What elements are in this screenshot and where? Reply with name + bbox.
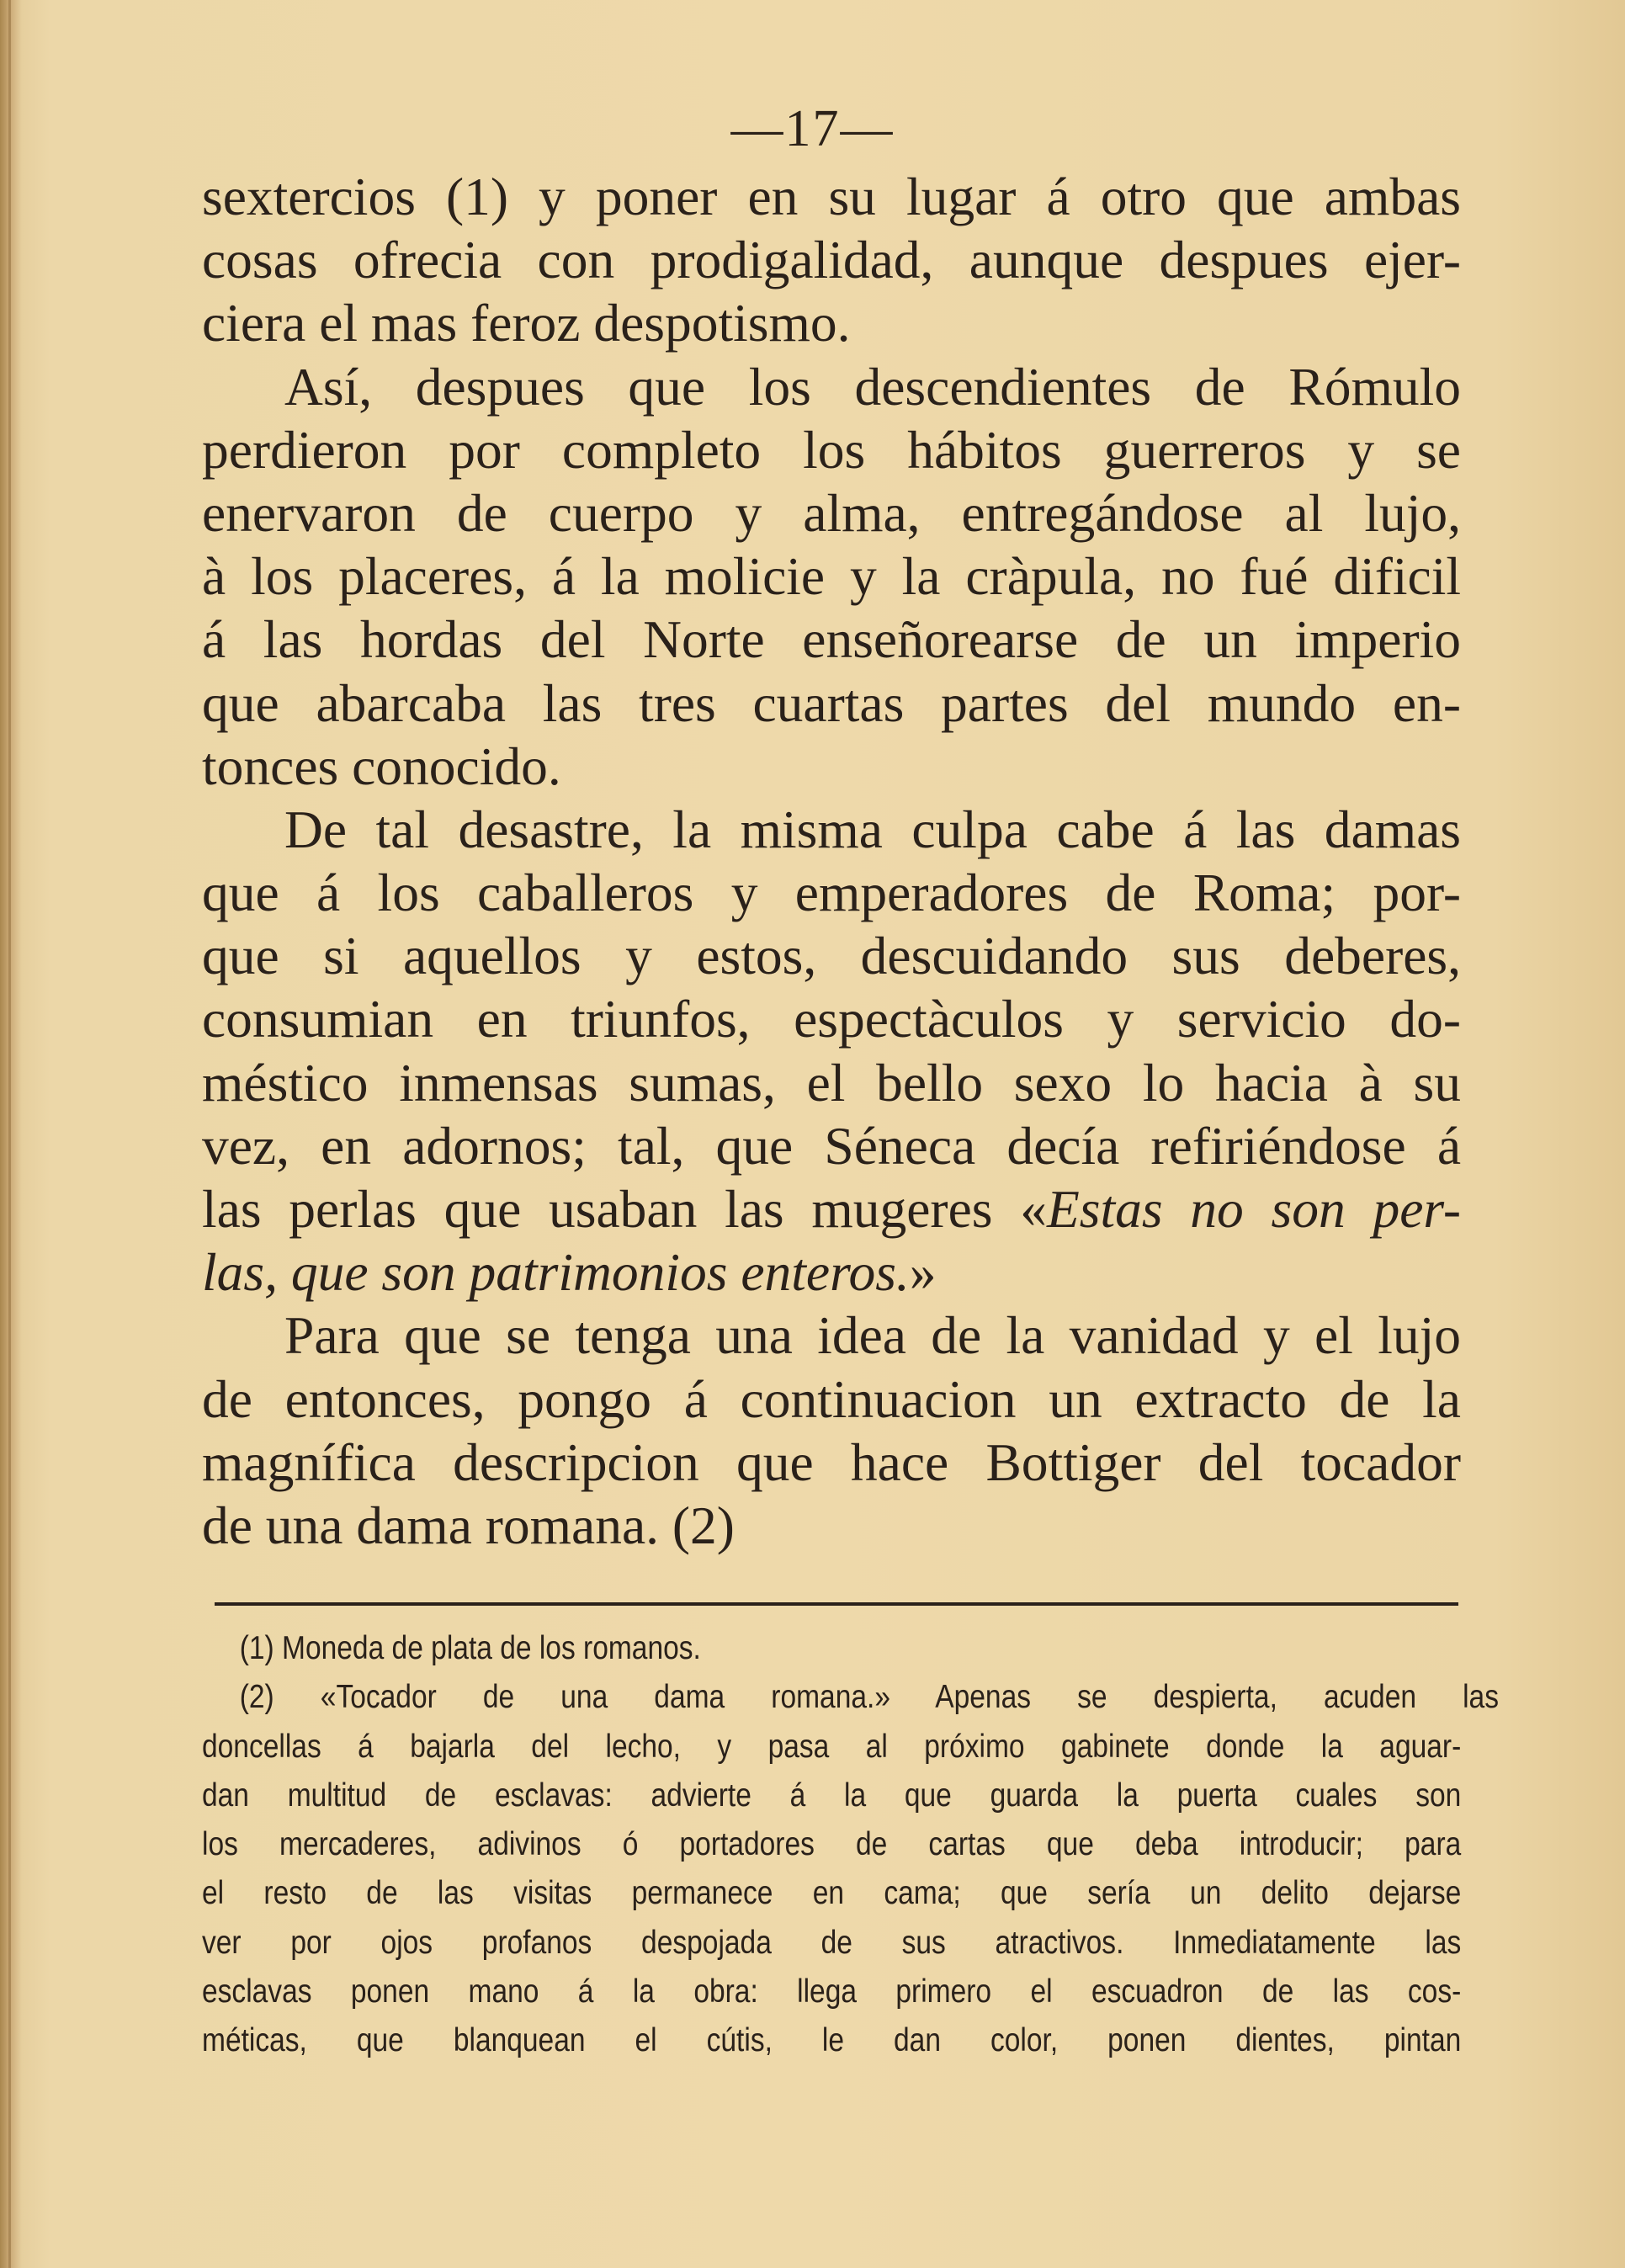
text-line: De tal desastre, la misma culpa cabe á las damas: [284, 799, 1461, 859]
text-line: de entonces, pongo á continuacion un extracto de la: [202, 1368, 1461, 1429]
italic-quote: las, que son patrimonios enteros.: [202, 1242, 910, 1303]
text-line: tonces conocido.: [202, 736, 561, 796]
footnote-line: dan multitud de esclavas: advierte á la que guarda la puerta cuales son: [202, 1777, 1462, 1814]
italic-quote: Estas no son per-: [1046, 1179, 1461, 1239]
page-number: —17—: [730, 100, 895, 157]
text-line: consumian en triunfos, espectàculos y servicio do-: [202, 989, 1461, 1049]
footnote-line: méticas, que blanquean el cútis, le dan color, ponen dientes, pintan: [202, 2022, 1462, 2059]
text-line-italic: [202, 1240, 1461, 1304]
footnote-line: esclavas ponen mano á la obra: llega primero el escuadron de las cos-: [202, 1973, 1462, 2010]
footnote-line: el resto de las visitas permanece en cama; que sería un delito dejarse: [202, 1875, 1462, 1912]
footnotes: [202, 1624, 1499, 2066]
closing-quote: »: [909, 1242, 937, 1303]
text-line: sextercios (1) y poner en su lugar á otro que ambas: [202, 167, 1461, 226]
text-line: que si aquellos y estos, descuidando sus deberes,: [202, 926, 1461, 986]
text-line-with-italic: [202, 1177, 1461, 1240]
text-line: Para que se tenga una idea de la vanidad y el lujo: [284, 1305, 1461, 1366]
page-binding-edge: [8, 0, 11, 2268]
text-line: á las hordas del Norte enseñorearse de un imperio: [202, 609, 1461, 670]
footnote-line: ver por ojos profanos despojada de sus atractivos. Inmediatamente las: [202, 1924, 1462, 1961]
body-text: [202, 165, 1461, 1557]
text-line: magnífica descripcion que hace Bottiger del tocador: [202, 1431, 1461, 1492]
text-line: vez, en adornos; tal, que Séneca decía refiriéndose á: [202, 1115, 1461, 1176]
text-line: Así, despues que los descendientes de Rómulo: [284, 356, 1461, 417]
footnote-line: (1) Moneda de plata de los romanos.: [239, 1630, 701, 1666]
text-segment: las perlas que usaban las mugeres «: [202, 1179, 1047, 1239]
text-line: perdieron por completo los hábitos guerreros y se: [202, 419, 1461, 480]
text-line: que abarcaba las tres cuartas partes del mundo en-: [202, 672, 1461, 733]
text-line: ciera el mas feroz despotismo.: [202, 293, 851, 353]
text-line: enervaron de cuerpo y alma, entregándose al lujo,: [202, 482, 1461, 543]
footnote-divider: [215, 1602, 1458, 1606]
text-line: de una dama romana. (2): [202, 1495, 735, 1555]
text-line: à los placeres, á la molicie y la cràpula, no fué dificil: [202, 546, 1461, 607]
text-line: que á los caballeros y emperadores de Roma; por-: [202, 863, 1461, 923]
text-line: méstico inmensas sumas, el bello sexo lo hacia à su: [202, 1052, 1461, 1113]
text-line: cosas ofrecia con prodigalidad, aunque despues ejer-: [202, 230, 1461, 290]
footnote-line: (2) «Tocador de una dama romana.» Apenas se despierta, acuden las: [239, 1679, 1499, 1716]
footnote-line: los mercaderes, adivinos ó portadores de cartas que deba introducir; para: [202, 1826, 1462, 1863]
footnote-line: doncellas á bajarla del lecho, y pasa al próximo gabinete donde la aguar-: [202, 1728, 1462, 1765]
